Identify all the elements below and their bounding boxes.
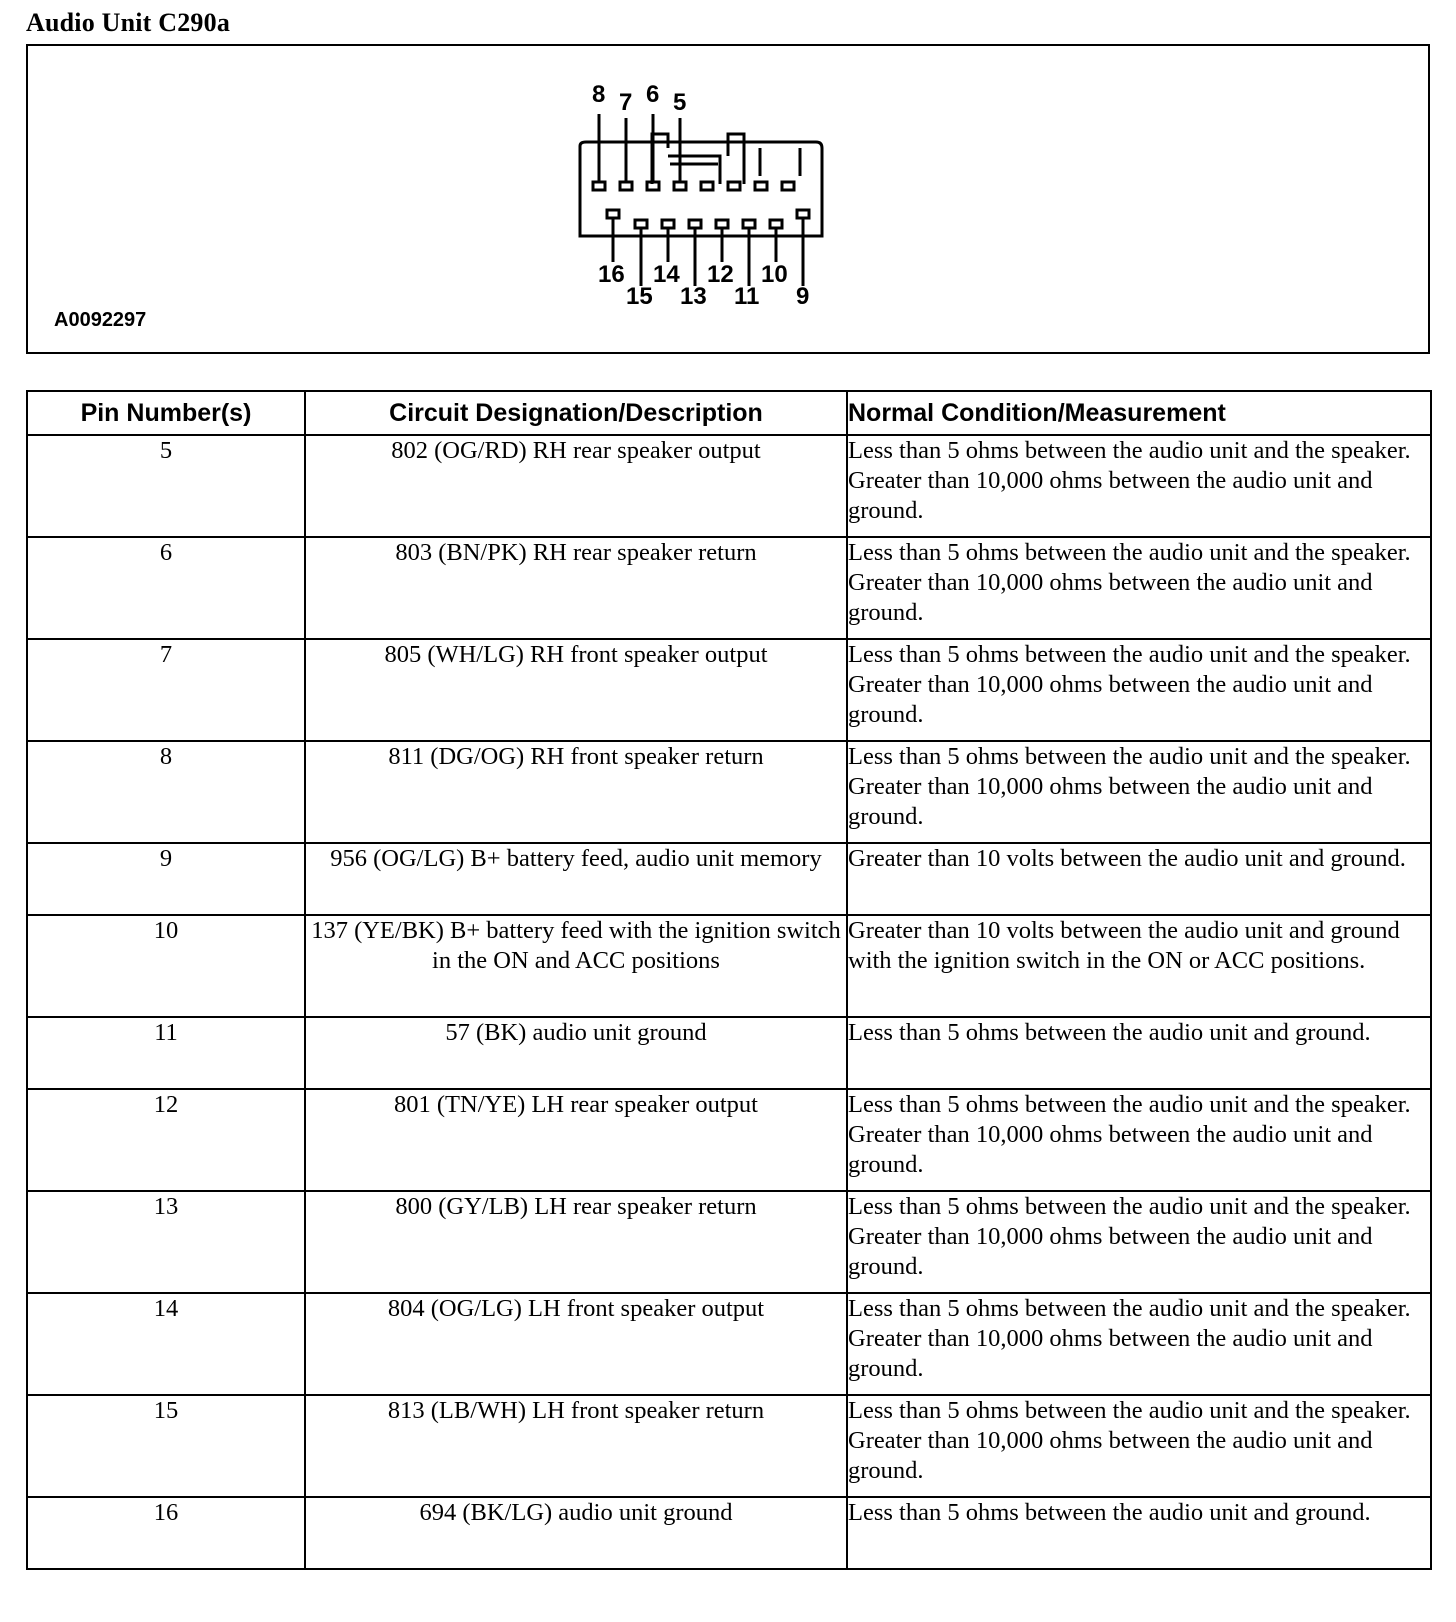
pin-number-cell: 9 — [27, 843, 305, 915]
condition-cell: Greater than 10 volts between the audio unit and ground with the ignition switch in the ON or ACC positions. — [847, 915, 1431, 1017]
condition-cell: Less than 5 ohms between the audio unit and the speaker. Greater than 10,000 ohms between the audio unit and ground. — [847, 741, 1431, 843]
pin-number-cell: 11 — [27, 1017, 305, 1089]
pin-number-cell: 15 — [27, 1395, 305, 1497]
pin-label-bottom: 11 — [734, 283, 760, 310]
pin-number-cell: 6 — [27, 537, 305, 639]
table-row — [27, 1497, 1431, 1569]
pin-number-cell: 8 — [27, 741, 305, 843]
pin-number-cell: 14 — [27, 1293, 305, 1395]
pin-label-bottom: 12 — [707, 261, 734, 288]
table-row — [27, 537, 1431, 639]
condition-cell: Less than 5 ohms between the audio unit and the speaker. Greater than 10,000 ohms between the audio unit and ground. — [847, 1293, 1431, 1395]
pin-label-bottom: 16 — [598, 261, 625, 288]
condition-cell: Less than 5 ohms between the audio unit and the speaker. Greater than 10,000 ohms between the audio unit and ground. — [847, 639, 1431, 741]
circuit-cell: 813 (LB/WH) LH front speaker return — [305, 1395, 847, 1497]
pin-label-top: 8 — [592, 81, 606, 108]
pin-label-bottom: 10 — [761, 261, 788, 288]
header-circuit-designation: Circuit Designation/Description — [305, 391, 847, 435]
pin-number-cell: 13 — [27, 1191, 305, 1293]
condition-cell: Less than 5 ohms between the audio unit and the speaker. Greater than 10,000 ohms between the audio unit and ground. — [847, 1395, 1431, 1497]
table-row — [27, 1293, 1431, 1395]
condition-cell: Less than 5 ohms between the audio unit and the speaker. Greater than 10,000 ohms between the audio unit and ground. — [847, 1089, 1431, 1191]
pin-number-cell: 12 — [27, 1089, 305, 1191]
pin-label-top: 5 — [673, 89, 687, 116]
circuit-cell: 694 (BK/LG) audio unit ground — [305, 1497, 847, 1569]
table-row — [27, 639, 1431, 741]
condition-cell: Less than 5 ohms between the audio unit and the speaker. Greater than 10,000 ohms between the audio unit and ground. — [847, 435, 1431, 537]
table-row — [27, 741, 1431, 843]
header-normal-condition: Normal Condition/Measurement — [847, 391, 1431, 435]
pin-number-cell: 5 — [27, 435, 305, 537]
connector-figure — [26, 44, 1430, 354]
circuit-cell: 805 (WH/LG) RH front speaker output — [305, 639, 847, 741]
circuit-cell: 57 (BK) audio unit ground — [305, 1017, 847, 1089]
table-row — [27, 843, 1431, 915]
table-row — [27, 1089, 1431, 1191]
table-row — [27, 1017, 1431, 1089]
condition-cell: Less than 5 ohms between the audio unit and ground. — [847, 1497, 1431, 1569]
table-row — [27, 435, 1431, 537]
pin-label-bottom: 13 — [680, 283, 707, 310]
circuit-cell: 811 (DG/OG) RH front speaker return — [305, 741, 847, 843]
circuit-cell: 800 (GY/LB) LH rear speaker return — [305, 1191, 847, 1293]
circuit-cell: 801 (TN/YE) LH rear speaker output — [305, 1089, 847, 1191]
connector-diagram — [28, 46, 1428, 352]
condition-cell: Less than 5 ohms between the audio unit and ground. — [847, 1017, 1431, 1089]
document-title: Audio Unit C290a — [26, 8, 231, 37]
condition-cell: Greater than 10 volts between the audio unit and ground. — [847, 843, 1431, 915]
condition-cell: Less than 5 ohms between the audio unit and the speaker. Greater than 10,000 ohms between the audio unit and ground. — [847, 1191, 1431, 1293]
pin-label-bottom: 15 — [626, 283, 653, 310]
pin-label-top: 6 — [646, 81, 660, 108]
pin-label-bottom: 9 — [796, 283, 810, 310]
circuit-cell: 956 (OG/LG) B+ battery feed, audio unit memory — [305, 843, 847, 915]
table-row — [27, 915, 1431, 1017]
pin-label-top: 7 — [619, 89, 633, 116]
circuit-cell: 137 (YE/BK) B+ battery feed with the ignition switch in the ON and ACC positions — [305, 915, 847, 1017]
pin-number-cell: 10 — [27, 915, 305, 1017]
figure-id: A0092297 — [54, 309, 147, 331]
table-row — [27, 1191, 1431, 1293]
header-pin-numbers: Pin Number(s) — [27, 391, 305, 435]
circuit-cell: 804 (OG/LG) LH front speaker output — [305, 1293, 847, 1395]
pin-label-bottom: 14 — [653, 261, 680, 288]
pin-number-cell: 16 — [27, 1497, 305, 1569]
pin-table — [26, 390, 1432, 1570]
circuit-cell: 802 (OG/RD) RH rear speaker output — [305, 435, 847, 537]
circuit-cell: 803 (BN/PK) RH rear speaker return — [305, 537, 847, 639]
table-header-row — [27, 391, 1431, 435]
pin-number-cell: 7 — [27, 639, 305, 741]
table-row — [27, 1395, 1431, 1497]
condition-cell: Less than 5 ohms between the audio unit and the speaker. Greater than 10,000 ohms between the audio unit and ground. — [847, 537, 1431, 639]
